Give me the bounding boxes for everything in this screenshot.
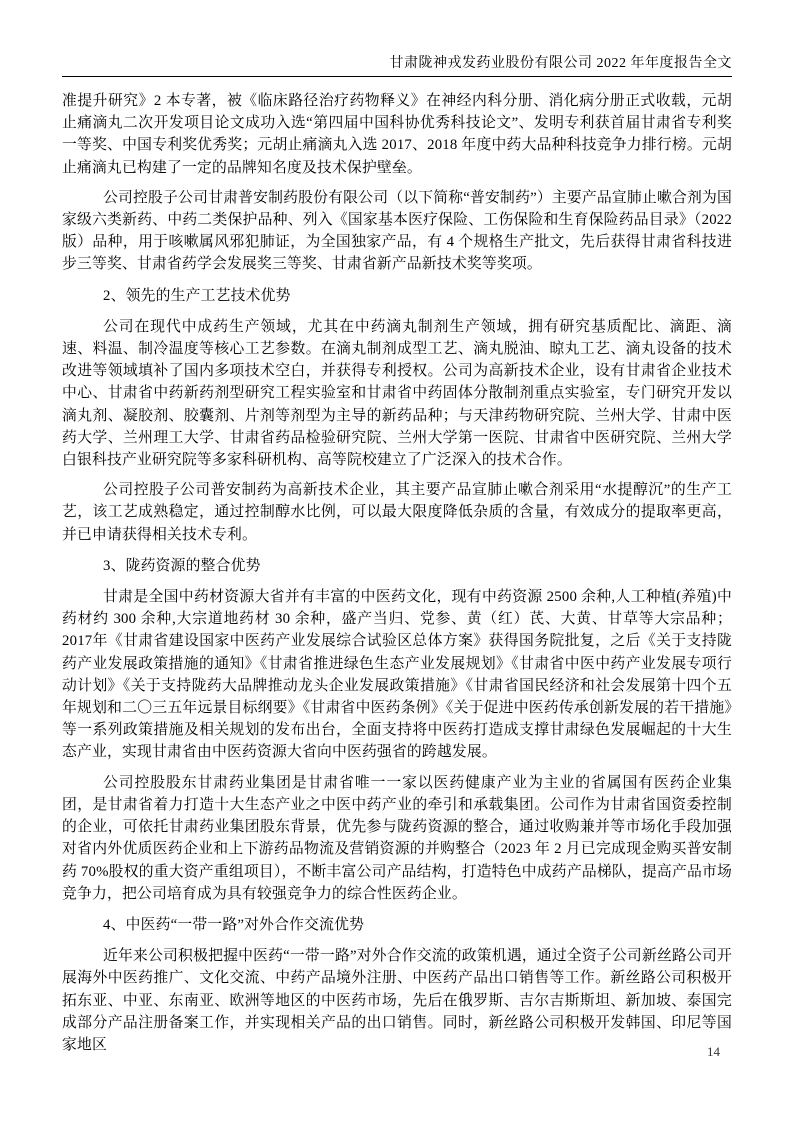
page-number: 14 xyxy=(707,1044,720,1059)
body-paragraph: 准提升研究》2 本专著，被《临床路径治疗药物释义》在神经内科分册、消化病分册正式收载，元胡止痛滴丸二次开发项目论文成功入选“第四届中国科协优秀科技论文”、发明专利获首届甘肃省专利奖一等奖、中国专利奖优秀奖；元胡止痛滴丸入选 2017、2018 年度中药大品种科技竞争力排行榜。元胡止痛滴丸已构建了一定的品牌知名度及技术保护壁垒。 xyxy=(62,93,732,176)
section-heading: 4、中医药“一带一路”对外合作交流优势 xyxy=(103,916,365,933)
body-paragraph: 公司控股股东甘肃药业集团是甘肃省唯一一家以医药健康产业为主业的省属国有医药企业集团，是甘肃省着力打造十大生态产业之中医中药产业的牵引和承载集团。公司作为甘肃省国资委控制的企业，可依托甘肃药业集团股东背景，优先参与陇药资源的整合，通过收购兼并等市场化手段加强对省内外优质医药企业和上下游药品物流及营销资源的并购整合（2023 年 2 月已完成现金购买普安制药 70%股权的重大资产重组项目），不断丰富公司产品结构，打造特色中成药产品梯队，提高产品市场竞争力，把公司培育成为具有较强竞争力的综合性医药企业。 xyxy=(62,774,732,902)
page-footer xyxy=(62,1044,732,1060)
section-heading: 3、陇药资源的整合优势 xyxy=(103,557,261,574)
body-paragraph: 公司控股子公司甘肃普安制药股份有限公司（以下简称“普安制药”）主要产品宣肺止嗽合剂为国家级六类新药、中药二类保护品种、列入《国家基本医疗保险、工伤保险和生育保险药品目录》（2022版）品种，用于咳嗽属风邪犯肺证，为全国独家产品，有 4 个规格生产批文，先后获得甘肃省科技进步三等奖、甘肃省药学会发展奖三等奖、甘肃省新产品新技术奖等奖项。 xyxy=(62,189,732,273)
body-paragraph: 近年来公司积极把握中医药“一带一路”对外合作交流的政策机遇，通过全资子公司新丝路公司开展海外中医药推广、文化交流、中药产品境外注册、中医药产品出口销售等工作。新丝路公司积极开拓东亚、中亚、东南亚、欧洲等地区的中医药市场，先后在俄罗斯、吉尔吉斯斯坦、新加坡、泰国完成部分产品注册备案工作，并实现相关产品的出口销售。同时，新丝路公司积极开发韩国、印尼等国家地区 xyxy=(62,948,732,1053)
header-divider xyxy=(62,76,732,77)
body-paragraph: 甘肃是全国中药材资源大省并有丰富的中医药文化，现有中药资源 2500 余种,人工种植(养殖)中药材约 300 余种,大宗道地药材 30 余种，盛产当归、党参、黄（红）芪、大黄、甘草等大宗品种；2017年《甘肃省建设国家中医药产业发展综合试验区总体方案》获得国务院批复，之后《关于支持陇药产业发展政策措施的通知》《甘肃省推进绿色生态产业发展规划》《甘肃省中医中药产业发展专项行动计划》《关于支持陇药大品牌推动龙头企业发展政策措施》《甘肃省国民经济和社会发展第十四个五年规划和二〇三五年远景目标纲要》《甘肃省中医药条例》《关于促进中医药传承创新发展的若干措施》等一系列政策措施及相关规划的发布出台，全面支持将中医药打造成支撑甘肃绿色发展崛起的十大生态产业，实现甘肃省由中医药资源大省向中医药强省的跨越发展。 xyxy=(62,589,732,761)
body-paragraph: 公司在现代中成药生产领域，尤其在中药滴丸制剂生产领域，拥有研究基质配比、滴距、滴速、料温、制冷温度等核心工艺参数。在滴丸制剂成型工艺、滴丸脱油、晾丸工艺、滴丸设备的技术改进等领域填补了国内多项技术空白，并获得专利授权。公司为高新技术企业，设有甘肃省企业技术中心、甘肃省中药新药剂型研究工程实验室和甘肃省中药固体分散制剂重点实验室，专门研究开发以滴丸剂、凝胶剂、胶囊剂、片剂等剂型为主导的新药品种；与天津药物研究院、兰州大学、甘肃中医药大学、兰州理工大学、甘肃省药品检验研究院、兰州大学第一医院、甘肃省中医研究院、兰州大学白银科技产业研究院等多家科研机构、高等院校建立了广泛深入的技术合作。 xyxy=(62,318,732,469)
page-header-title: 甘肃陇神戎发药业股份有限公司 2022 年年度报告全文 xyxy=(389,56,732,71)
document-body xyxy=(62,90,732,1064)
body-paragraph: 公司控股子公司普安制药为高新技术企业，其主要产品宣肺止嗽合剂采用“水提醇沉”的生产工艺，该工艺成熟稳定，通过控制醇水比例，可以最大限度降低杂质的含量，有效成分的提取率更高，并已申请获得相关技术专利。 xyxy=(62,482,732,543)
section-heading: 2、领先的生产工艺技术优势 xyxy=(103,287,291,304)
